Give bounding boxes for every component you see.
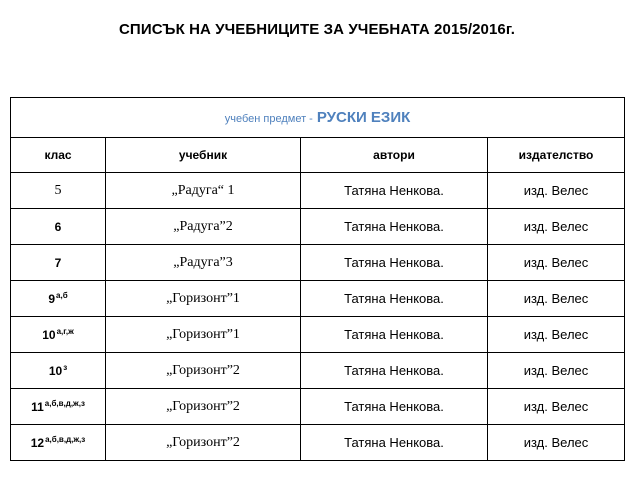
book-title: „Горизонт”2 xyxy=(166,434,240,450)
author-cell: Татяна Ненкова. xyxy=(301,317,488,353)
author-cell: Татяна Ненкова. xyxy=(301,173,488,209)
klas-cell xyxy=(11,281,106,317)
author-cell: Татяна Ненкова. xyxy=(301,245,488,281)
klas-sections: а,г,ж xyxy=(56,327,74,336)
klas-cell xyxy=(11,245,106,281)
table-row xyxy=(11,389,625,425)
column-header-publisher: издателство xyxy=(488,138,625,173)
author-cell: Татяна Ненкова. xyxy=(301,281,488,317)
column-header-klas: клас xyxy=(11,138,106,173)
book-cell xyxy=(106,425,301,461)
book-title: „Горизонт”1 xyxy=(166,326,240,342)
book-title: „Радуга“ 1 xyxy=(171,182,235,198)
book-cell xyxy=(106,389,301,425)
subject-prefix: учебен предмет - xyxy=(224,112,313,125)
klas-number: 11 xyxy=(31,400,44,414)
publisher-cell: изд. Велес xyxy=(488,317,625,353)
header-row xyxy=(11,138,625,173)
book-cell xyxy=(106,281,301,317)
publisher-cell: изд. Велес xyxy=(488,425,625,461)
klas-number: 5 xyxy=(54,182,62,198)
author-cell: Татяна Ненкова. xyxy=(301,353,488,389)
klas-sections: з xyxy=(63,363,68,372)
book-title: „Горизонт”2 xyxy=(166,362,240,378)
publisher-cell: изд. Велес xyxy=(488,389,625,425)
author-cell: Татяна Ненкова. xyxy=(301,209,488,245)
publisher-cell: изд. Велес xyxy=(488,245,625,281)
klas-cell xyxy=(11,389,106,425)
table-row xyxy=(11,281,625,317)
book-title: „Горизонт”1 xyxy=(166,290,240,306)
klas-number: 12 xyxy=(30,436,45,450)
klas-sections: а,б,в,д,ж,з xyxy=(44,399,85,408)
publisher-cell: изд. Велес xyxy=(488,281,625,317)
table-row xyxy=(11,425,625,461)
author-cell: Татяна Ненкова. xyxy=(301,389,488,425)
subject-name: РУСКИ ЕЗИК xyxy=(316,108,411,126)
book-cell xyxy=(106,173,301,209)
book-cell xyxy=(106,317,301,353)
klas-number: 6 xyxy=(54,219,62,234)
book-title: „Радуга”3 xyxy=(173,254,233,270)
column-header-book: учебник xyxy=(106,138,301,173)
subject-cell xyxy=(11,98,625,138)
klas-number: 10 xyxy=(48,364,63,378)
publisher-cell: изд. Велес xyxy=(488,209,625,245)
klas-cell xyxy=(11,425,106,461)
author-cell: Татяна Ненкова. xyxy=(301,425,488,461)
klas-cell xyxy=(11,317,106,353)
klas-number: 9 xyxy=(48,292,56,306)
klas-sections: а,б xyxy=(56,291,68,300)
publisher-cell: изд. Велес xyxy=(488,353,625,389)
table-row xyxy=(11,353,625,389)
klas-cell xyxy=(11,173,106,209)
table-row xyxy=(11,173,625,209)
page-title: СПИСЪК НА УЧЕБНИЦИТЕ ЗА УЧЕБНАТА 2015/2016г. xyxy=(119,21,515,38)
textbooks-table xyxy=(10,97,625,461)
klas-cell xyxy=(11,209,106,245)
book-title: „Горизонт”2 xyxy=(166,398,240,414)
klas-sections: а,б,в,д,ж,з xyxy=(45,435,86,444)
table-row xyxy=(11,317,625,353)
book-cell xyxy=(106,353,301,389)
book-cell xyxy=(106,245,301,281)
book-cell xyxy=(106,209,301,245)
klas-cell xyxy=(11,353,106,389)
subject-row xyxy=(11,98,625,138)
publisher-cell: изд. Велес xyxy=(488,173,625,209)
column-header-authors: автори xyxy=(301,138,488,173)
book-title: „Радуга”2 xyxy=(173,218,233,234)
klas-number: 10 xyxy=(42,328,56,342)
table-row xyxy=(11,209,625,245)
table-row xyxy=(11,245,625,281)
klas-number: 7 xyxy=(54,255,62,270)
